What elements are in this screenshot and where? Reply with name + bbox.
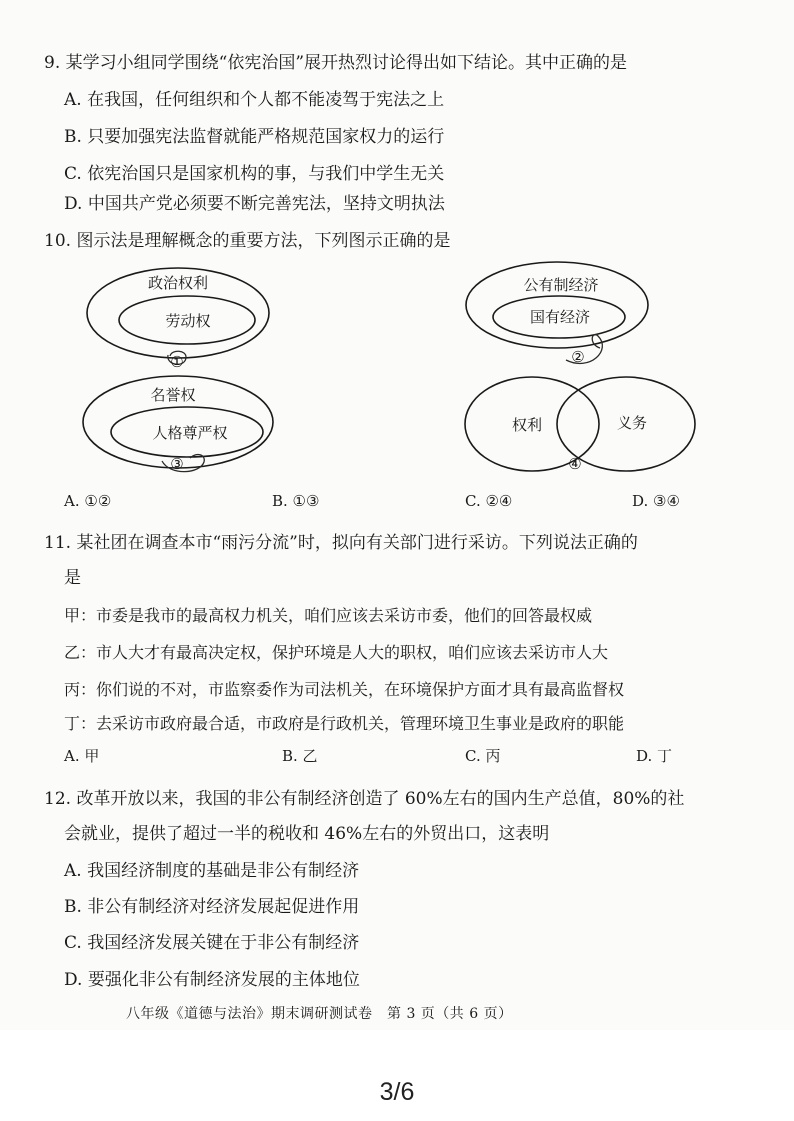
page-footer: 八年级《道德与法治》期末调研测试卷 第 3 页（共 6 页）: [126, 1006, 513, 1022]
q10-choice-b: B. ①③: [272, 492, 320, 510]
q12-option-b: B. 非公有制经济对经济发展起促进作用: [64, 897, 360, 917]
q10-stem: 10. 图示法是理解概念的重要方法，下列图示正确的是: [44, 231, 451, 251]
diagram1-outer-label: 政治权利: [147, 274, 209, 292]
q11-statement-yi: 乙：市人大才有最高决定权，保护环境是人大的职权，咱们应该去采访市人大: [64, 643, 609, 662]
diagram3-inner-label: 人格尊严权: [152, 424, 228, 442]
diagram4-marker: ④: [568, 455, 582, 473]
q9-option-c: C. 依宪治国只是国家机构的事，与我们中学生无关: [64, 164, 445, 184]
q9-option-a: A. 在我国，任何组织和个人都不能凌驾于宪法之上: [64, 90, 445, 110]
page-counter: 3/6: [379, 1078, 415, 1106]
diagram2-outer-label: 公有制经济: [523, 276, 599, 294]
q12-option-d: D. 要强化非公有制经济发展的主体地位: [64, 970, 360, 990]
q11-statement-ding: 丁：去采访市政府最合适，市政府是行政机关，管理环境卫生事业是政府的职能: [64, 714, 625, 733]
q11-stem-line1: 11. 某社团在调查本市“雨污分流”时，拟向有关部门进行采访。下列说法正确的: [44, 533, 638, 553]
q12-stem-line2: 会就业，提供了超过一半的税收和 46%左右的外贸出口，这表明: [64, 824, 550, 844]
diagram4-right-label: 义务: [616, 414, 648, 432]
diagram1-inner-label: 劳动权: [165, 312, 211, 330]
diagram3-outer-label: 名誉权: [150, 386, 196, 404]
diagram2-outer-ellipse: [466, 262, 648, 348]
q10-diagrams: [0, 0, 794, 520]
q11-stem-line2: 是: [64, 568, 81, 588]
q12-stem-line1: 12. 改革开放以来，我国的非公有制经济创造了 60%左右的国内生产总值，80%的社: [44, 789, 685, 809]
q9-stem: 9. 某学习小组同学围绕“依宪治国”展开热烈讨论得出如下结论。其中正确的是: [44, 53, 628, 73]
diagram3-marker: ③: [170, 455, 184, 473]
q11-choice-d: D. 丁: [636, 747, 673, 765]
q11-statement-jia: 甲：市委是我市的最高权力机关，咱们应该去采访市委，他们的回答最权威: [64, 606, 593, 625]
diagram4-left-label: 权利: [511, 416, 543, 434]
q10-choice-a: A. ①②: [64, 492, 112, 510]
q11-choice-c: C. 丙: [465, 747, 501, 765]
q12-option-c: C. 我国经济发展关键在于非公有制经济: [64, 933, 360, 953]
diagram2-inner-label: 国有经济: [529, 308, 591, 326]
q10-choice-d: D. ③④: [632, 492, 680, 510]
diagram2-marker: ②: [571, 348, 585, 366]
q12-option-a: A. 我国经济制度的基础是非公有制经济: [64, 861, 360, 881]
q10-choice-c: C. ②④: [465, 492, 513, 510]
q9-option-b: B. 只要加强宪法监督就能严格规范国家权力的运行: [64, 127, 445, 147]
q11-choice-b: B. 乙: [282, 747, 318, 765]
q11-choice-a: A. 甲: [64, 747, 100, 765]
q9-option-d: D. 中国共产党必须要不断完善宪法，坚持文明执法: [64, 194, 445, 214]
q11-statement-bing: 丙：你们说的不对，市监察委作为司法机关，在环境保护方面才具有最高监督权: [64, 680, 625, 699]
diagram1-marker: ①: [170, 353, 184, 371]
